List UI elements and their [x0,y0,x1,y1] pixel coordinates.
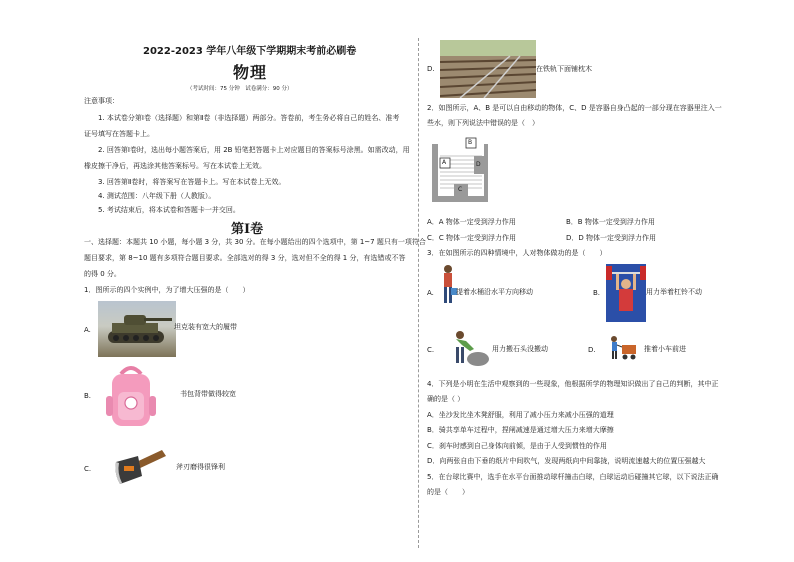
q3-b-letter: B. [593,289,601,297]
q1-c-text: 斧刃磨得很锋利 [176,463,225,471]
tank-image [98,301,176,357]
q4-option-c: C．刹车时感到自己身体向前倾，是由于人受到惯性的作用 [427,442,607,450]
q2-option-c: C．C 物体一定受到浮力作用 [427,234,517,242]
notes-line-5: 3. 回答第Ⅱ卷时，将答案写在答题卡上。写在本试卷上无效。 [98,178,286,186]
column-divider [418,38,419,548]
q4-option-b: B．骑共享单车过程中，捏闸减速是通过增大压力来增大摩擦 [427,426,614,434]
notes-line-3: 2. 回答第Ⅰ卷时，选出每小题答案后，用 2B 铅笔把答题卡上对应题目的答案标号涂黑。如需改动，用 [98,146,410,154]
q5-stem-line-1: 5．在台球比赛中，选手在水平台面推动球杆撞击白球，白球运动后碰撞其它球，以下说法正确 [427,473,719,481]
notes-line-6: 4. 测试范围：八年级下册（人教版）。 [98,192,216,200]
q3-c-text: 用力搬石头没搬动 [492,345,548,353]
notes-heading: 注意事项： [84,97,119,105]
railway-image [440,40,536,98]
paper-title: 2022-2023 学年八年级下学期期末考前必刷卷 [143,46,357,57]
backpack-image [102,362,160,430]
weightlifter-image [606,264,646,322]
container-diagram [430,134,490,204]
q1-d-text: 在铁轨下面铺枕木 [536,65,592,73]
notes-line-2: 证号填写在答题卡上。 [84,130,154,138]
label-a: A [442,159,447,166]
label-b: B [468,139,473,146]
q3-b-text: 用力举着杠铃不动 [646,288,702,296]
q4-stem-line-2: 确的是（ ） [427,395,465,403]
label-d: D [476,161,481,168]
q5-stem-line-2: 的是（ ） [427,488,469,496]
exam-info: （考试时间：75 分钟 试卷满分：90 分） [187,86,293,92]
section-intro-2: 题目要求，第 8~10 题有多项符合题目要求。全部选对的得 3 分，选对但不全的得 1 分，有选错或不答 [84,254,406,262]
q2-option-d: D．D 物体一定受到浮力作用 [566,234,657,242]
q2-option-b: B．B 物体一定受到浮力作用 [566,218,655,226]
q3-c-letter: C. [427,346,435,354]
section-intro-3: 的得 0 分。 [84,270,121,278]
label-c: C [458,186,463,193]
section-intro-1: 一、选择题：本题共 10 小题，每小题 3 分，共 30 分。在每小题给出的四个选项中，第 1~7 题只有一项符合 [84,238,426,246]
subject-title: 物理 [233,63,268,82]
q3-a-letter: A. [427,289,434,297]
q4-stem-line-1: 4．下列是小明在生活中观察到的一些现象，他根据所学的物理知识做出了自己的判断，其中正 [427,380,719,388]
q1-stem: 1．图所示的四个实例中，为了增大压强的是（ ） [84,286,250,294]
q1-a-letter: A. [84,326,91,334]
q2-option-a: A．A 物体一定受到浮力作用 [427,218,516,226]
q4-option-a: A．坐沙发比坐木凳舒服，利用了减小压力来减小压强的道理 [427,411,614,419]
q3-a-text: 提着水桶沿水平方向移动 [456,288,533,296]
q2-stem-line-2: 些水，则下列说法中错误的是（ ） [427,119,539,127]
q1-b-text: 书包背带做得较宽 [180,390,236,398]
notes-line-1: 1. 本试卷分第Ⅰ卷（选择题）和第Ⅱ卷（非选择题）两部分。答卷前，考生务必将自己的姓名、准考 [98,114,400,122]
axe-image [112,446,168,488]
q2-stem-line-1: 2．如图所示，A、B 是可以自由移动的物体，C、D 是容器自身凸起的一部分现在容器里注入一 [427,104,722,112]
q3-d-text: 推着小车前进 [644,345,686,353]
person-stone-image [446,329,490,367]
q1-a-text: 坦克装有宽大的履带 [174,323,237,331]
notes-line-4: 橡皮擦干净后，再选涂其他答案标号。写在本试卷上无效。 [84,162,266,170]
q3-stem: 3．在如图所示的四种情境中，人对物体做功的是（ ） [427,249,607,257]
q1-d-letter: D. [427,65,435,73]
notes-line-7: 5. 考试结束后，将本试卷和答题卡一并交回。 [98,206,240,214]
person-bucket-image [438,264,458,308]
q1-c-letter: C. [84,465,92,473]
section-title: 第Ⅰ卷 [231,222,264,237]
q3-d-letter: D. [588,346,596,354]
q4-option-d: D．向两张自由下垂的纸片中间吹气，发现两纸向中间靠拢，说明流速越大的位置压强越大 [427,457,706,465]
person-cart-image [608,335,638,361]
q1-b-letter: B. [84,392,92,400]
